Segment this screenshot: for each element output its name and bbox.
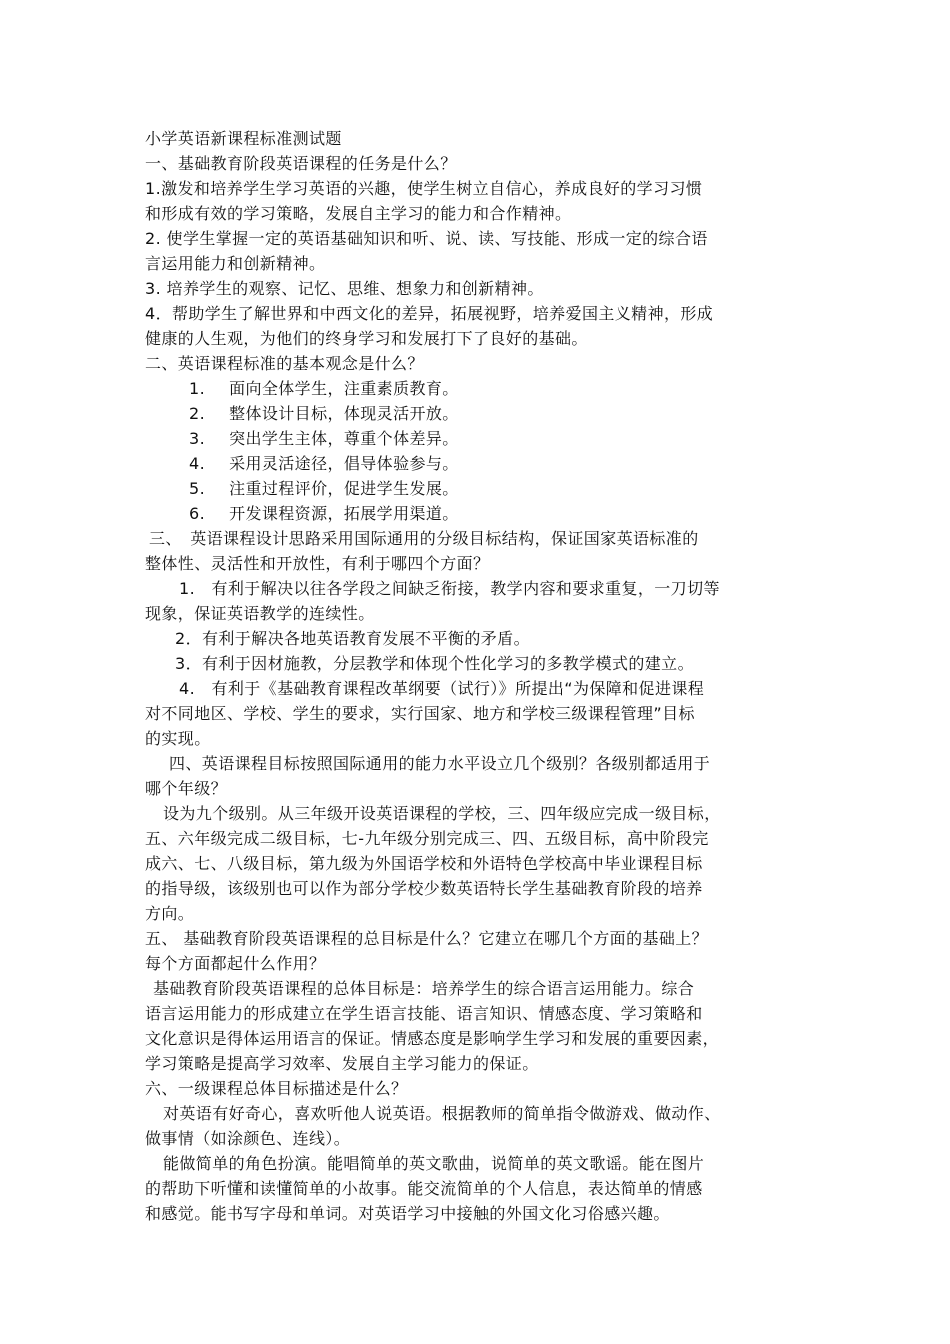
answer-3-line: 1. 有利于解决以往各学段之间缺乏衔接，教学内容和要求重复，一刀切等 <box>179 579 720 598</box>
answer-1-line: 1.激发和培养学生学习英语的兴趣，使学生树立自信心，养成良好的学习习惯 <box>145 179 703 198</box>
answer-1-line: 2. 使学生掌握一定的英语基础知识和听、说、读、写技能、形成一定的综合语 <box>145 229 708 248</box>
answer-6-line: 能做简单的角色扮演。能唱简单的英文歌曲，说简单的英文歌谣。能在图片 <box>163 1154 705 1173</box>
list-item-text: 注重过程评价，促进学生发展。 <box>229 479 459 498</box>
list-item-text: 开发课程资源，拓展学用渠道。 <box>229 504 459 523</box>
answer-6-line: 做事情（如涂颜色、连线）。 <box>145 1129 351 1148</box>
question-4-heading: 四、英语课程目标按照国际通用的能力水平设立几个级别？各级别都适用于 <box>169 754 711 773</box>
question-3-heading: 整体性、灵活性和开放性，有利于哪四个方面？ <box>145 554 490 573</box>
answer-1-line: 和形成有效的学习策略，发展自主学习的能力和合作精神。 <box>145 204 572 223</box>
question-6-heading: 六、一级课程总体目标描述是什么？ <box>145 1079 408 1098</box>
answer-4-line: 五、六年级完成二级目标，七-九年级分别完成三、四、五级目标，高中阶段完 <box>145 829 709 848</box>
answer-5-line: 文化意识是得体运用语言的保证。情感态度是影响学生学习和发展的重要因素， <box>145 1029 720 1048</box>
answer-6-line: 对英语有好奇心，喜欢听他人说英语。根据教师的简单指令做游戏、做动作、 <box>163 1104 721 1123</box>
answer-3-line: 现象，保证英语教学的连续性。 <box>145 604 375 623</box>
document-page <box>145 126 815 1226</box>
question-1-heading: 一、基础教育阶段英语课程的任务是什么？ <box>145 154 457 173</box>
list-item <box>145 426 815 451</box>
answer-3-line: 2．有利于解决各地英语教育发展不平衡的矛盾。 <box>175 629 530 648</box>
list-item-number: 1. <box>189 379 206 398</box>
answer-5-line: 学习策略是提高学习效率、发展自主学习能力的保证。 <box>145 1054 539 1073</box>
question-3-heading: 三、 英语课程设计思路采用国际通用的分级目标结构，保证国家英语标准的 <box>149 529 699 548</box>
list-item <box>145 401 815 426</box>
list-item-number: 2. <box>189 404 206 423</box>
list-item <box>145 451 815 476</box>
list-item-text: 面向全体学生，注重素质教育。 <box>229 379 459 398</box>
list-item-number: 4. <box>189 454 206 473</box>
question-2-heading: 二、英语课程标准的基本观念是什么？ <box>145 354 424 373</box>
answer-5-line: 基础教育阶段英语课程的总体目标是：培养学生的综合语言运用能力。综合 <box>153 979 695 998</box>
answer-4-line: 的指导级，该级别也可以作为部分学校少数英语特长学生基础教育阶段的培养 <box>145 879 703 898</box>
list-item <box>145 376 815 401</box>
answer-3-line: 的实现。 <box>145 729 211 748</box>
question-5-heading: 五、 基础教育阶段英语课程的总目标是什么？它建立在哪几个方面的基础上？ <box>145 929 709 948</box>
answer-4-line: 成六、七、八级目标，第九级为外国语学校和外语特色学校高中毕业课程目标 <box>145 854 703 873</box>
answer-4-line: 方向。 <box>145 904 195 923</box>
list-item-text: 整体设计目标，体现灵活开放。 <box>229 404 459 423</box>
question-4-heading: 哪个年级？ <box>145 779 228 798</box>
list-item-text: 采用灵活途径，倡导体验参与。 <box>229 454 459 473</box>
question-5-heading: 每个方面都起什么作用？ <box>145 954 326 973</box>
list-item-number: 3. <box>189 429 206 448</box>
answer-1-line: 言运用能力和创新精神。 <box>145 254 326 273</box>
answer-4-line: 设为九个级别。从三年级开设英语课程的学校，三、四年级应完成一级目标， <box>163 804 721 823</box>
answer-1-line: 4．帮助学生了解世界和中西文化的差异，拓展视野，培养爱国主义精神，形成 <box>145 304 714 323</box>
document-title: 小学英语新课程标准测试题 <box>145 129 342 148</box>
list-item <box>145 476 815 501</box>
answer-3-line: 对不同地区、学校、学生的要求，实行国家、地方和学校三级课程管理”目标 <box>145 704 695 723</box>
answer-6-line: 和感觉。能书写字母和单词。对英语学习中接触的外国文化习俗感兴趣。 <box>145 1204 670 1223</box>
list-item-number: 6. <box>189 504 206 523</box>
answer-1-line: 健康的人生观，为他们的终身学习和发展打下了良好的基础。 <box>145 329 588 348</box>
list-item <box>145 501 815 526</box>
list-item-text: 突出学生主体，尊重个体差异。 <box>229 429 459 448</box>
answer-6-line: 的帮助下听懂和读懂简单的小故事。能交流简单的个人信息，表达简单的情感 <box>145 1179 703 1198</box>
answer-3-line: 4. 有利于《基础教育课程改革纲要（试行）》所提出“为保障和促进课程 <box>179 679 705 698</box>
answer-3-line: 3．有利于因材施教，分层教学和体现个性化学习的多教学模式的建立。 <box>175 654 694 673</box>
answer-1-line: 3. 培养学生的观察、记忆、思维、想象力和创新精神。 <box>145 279 544 298</box>
list-item-number: 5. <box>189 479 206 498</box>
answer-5-line: 语言运用能力的形成建立在学生语言技能、语言知识、情感态度、学习策略和 <box>145 1004 703 1023</box>
